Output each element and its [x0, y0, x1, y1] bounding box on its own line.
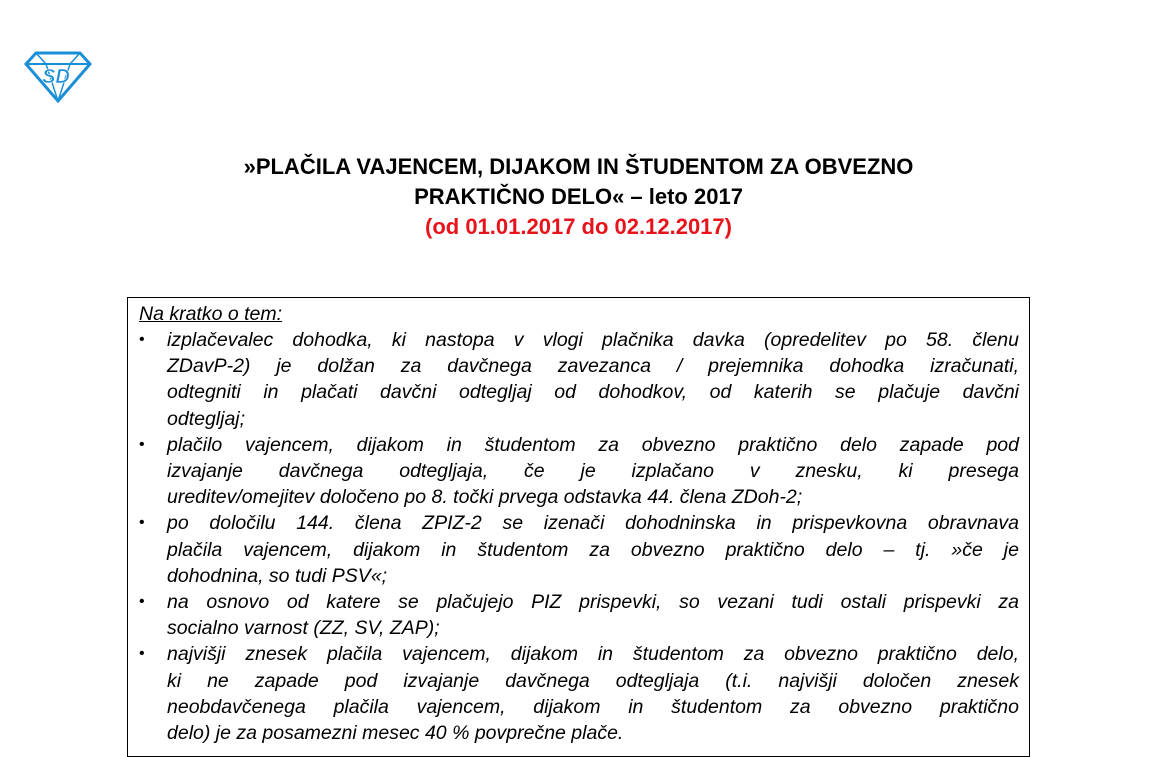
- summary-item-line: ureditev/omejitev določeno po 8. točki prvega odstavka 44. člena ZDoh-2;: [167, 486, 803, 509]
- summary-item-line: na osnovo od katere se plačujejo PIZ prispevki, so vezani tudi ostali prispevki za: [167, 591, 1019, 614]
- logo-letters: SD: [42, 66, 70, 88]
- summary-item-line: odtegniti in plačati davčni odtegljaj od dohodkov, od katerih se plačuje davčni: [167, 381, 1019, 404]
- summary-item: [139, 327, 1019, 432]
- summary-item-line: izvajanje davčnega odtegljaja, če je izplačano v znesku, ki presega: [167, 460, 1019, 483]
- summary-item: [139, 589, 1019, 641]
- title-line-2: PRAKTIČNO DELO« – leto 2017: [414, 184, 743, 209]
- summary-item: [139, 510, 1019, 589]
- summary-item: [139, 432, 1019, 511]
- title-line-1: »PLAČILA VAJENCEM, DIJAKOM IN ŠTUDENTOM ZA OBVEZNO: [243, 154, 914, 179]
- summary-box: [127, 297, 1030, 757]
- summary-item-line: plačilo vajencem, dijakom in študentom za obvezno praktično delo zapade pod: [167, 433, 1019, 456]
- bullet-icon: •: [139, 645, 145, 663]
- summary-item-line: socialno varnost (ZZ, SV, ZAP);: [167, 617, 440, 640]
- summary-item-line: neobdavčenega plačila vajencem, dijakom in študentom za obvezno praktično: [167, 695, 1019, 718]
- document-title: [0, 152, 1157, 242]
- sd-diamond-logo-icon: [22, 50, 94, 104]
- title-period: (od 01.01.2017 do 02.12.2017): [425, 214, 732, 239]
- bullet-icon: •: [139, 593, 145, 611]
- summary-item-line: ZDavP-2) je dolžan za davčnega zavezanca / prejemnika dohodka izračunati,: [167, 355, 1019, 378]
- summary-item-line: plačila vajencem, dijakom in študentom za obvezno praktično delo – tj. »če je: [167, 538, 1019, 561]
- summary-item-line: izplačevalec dohodka, ki nastopa v vlogi plačnika davka (opredelitev po 58. členu: [167, 329, 1019, 351]
- summary-heading: Na kratko o tem:: [139, 303, 283, 325]
- bullet-icon: •: [139, 514, 145, 532]
- summary-item-line: odtegljaj;: [167, 407, 246, 430]
- summary-item-line: dohodnina, so tudi PSV«;: [167, 564, 388, 587]
- bullet-icon: •: [139, 435, 145, 453]
- summary-item-line: ki ne zapade pod izvajanje davčnega odtegljaja (t.i. najvišji določen znesek: [167, 669, 1019, 692]
- summary-item: [139, 641, 1019, 746]
- company-logo: [22, 50, 94, 104]
- summary-item-line: po določilu 144. člena ZPIZ-2 se izenači dohodninska in prispevkovna obravnava: [167, 512, 1019, 535]
- summary-item-line: najvišji znesek plačila vajencem, dijakom in študentom za obvezno praktično delo,: [167, 643, 1019, 666]
- bullet-icon: •: [139, 331, 145, 348]
- summary-list: [139, 327, 1019, 746]
- summary-item-line: delo) je za posamezni mesec 40 % povprečne plače.: [167, 722, 624, 745]
